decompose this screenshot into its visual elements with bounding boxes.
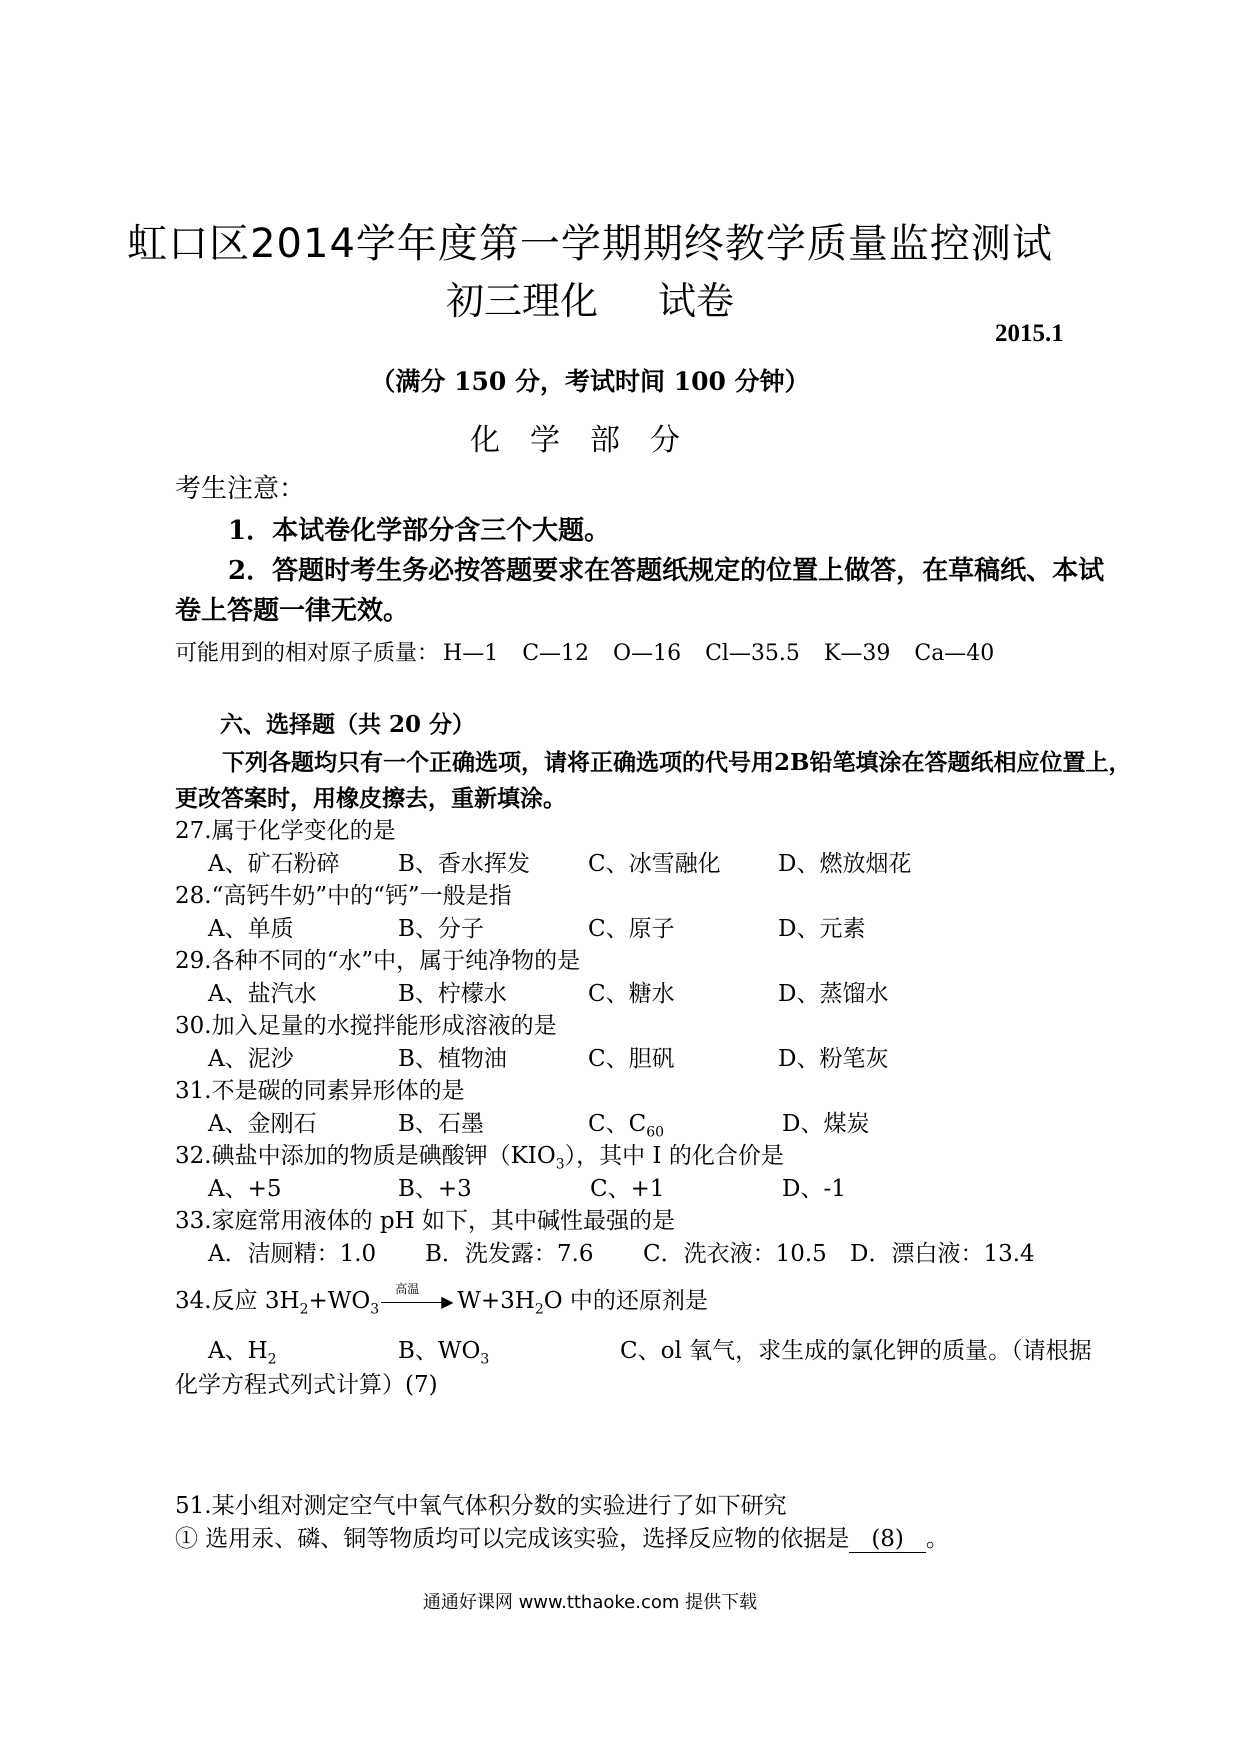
option-c: C．洗衣液：10.5 [643, 1241, 827, 1267]
question-continuation: 化学方程式列式计算）(7) [175, 1372, 438, 1398]
arrow-condition: 高温 [395, 1282, 420, 1296]
atomic-masses [175, 636, 1018, 667]
answer-blank: (8) [849, 1526, 926, 1553]
question-stem: 32.碘盐中添加的物质是碘酸钾$(KIO_3)$，其中 I 的化合价是 [175, 1143, 784, 1173]
option-c: C、$C_{60}$ [588, 1111, 665, 1141]
question-stem: 33.家庭常用液体的 pH 如下，其中碱性最强的是 [175, 1208, 675, 1234]
option-b: B、$WO_3$ [398, 1338, 490, 1368]
section6-heading: 六、选择题（共 20 分） [220, 711, 476, 738]
option-c: C、冰雪融化 [588, 851, 721, 877]
option-b: B、分子 [398, 916, 484, 942]
atomic-mass: K—39 [823, 641, 891, 666]
option-b: B．洗发露：7.6 [425, 1241, 594, 1267]
option-a: A、+5 [208, 1176, 282, 1202]
notice-item-1: 1．本试卷化学部分含三个大题。 [228, 516, 611, 546]
option-a: A．洁厕精：1.0 [208, 1241, 377, 1267]
option-b: B、石墨 [398, 1111, 484, 1137]
option-c: C、胆矾 [588, 1046, 675, 1072]
question-stem: 27.属于化学变化的是 [175, 818, 396, 844]
option-a: A、盐汽水 [208, 981, 317, 1007]
full-mark-note: （满分 150 分，考试时间 100 分钟） [370, 367, 810, 396]
section-title: 化学部分 [470, 423, 710, 458]
option-d: D、粉笔灰 [778, 1046, 889, 1072]
option-a: A、金刚石 [208, 1111, 317, 1137]
question-stem: 29.各种不同的“水”中，属于纯净物的是 [175, 948, 581, 974]
option-a: A、泥沙 [208, 1046, 294, 1072]
page-footer: 通通好课网 www.tthaoke.com 提供下载 [422, 1592, 758, 1613]
exam-title: 虹口区2014学年度第一学期期终教学质量监控测试 [127, 221, 1053, 267]
atomic-mass: O—16 [613, 641, 682, 666]
option-b: B、植物油 [398, 1046, 507, 1072]
question-stem: 30.加入足量的水搅拌能形成溶液的是 [175, 1013, 557, 1039]
option-b: B、柠檬水 [398, 981, 507, 1007]
subtitle-paper: 试卷 [658, 279, 735, 323]
option-c: C、ol 氧气，求生成的氯化钾的质量。（请根据 [620, 1338, 1092, 1364]
atomic-label: 可能用到的相对原子质量： [175, 641, 440, 666]
atomic-mass: H—1 [443, 641, 499, 666]
option-b: B、+3 [398, 1176, 472, 1202]
option-d: D、燃放烟花 [778, 851, 912, 877]
option-a: A、$H_2$ [208, 1338, 277, 1368]
question-stem: 28.“高钙牛奶”中的“钙”一般是指 [175, 883, 512, 909]
reaction-arrow-icon: 高温 ▶ [379, 1292, 457, 1312]
section6-instruction: 下列各题均只有一个正确选项，请将正确选项的代号用2B铅笔填涂在答题纸相应位置上， [222, 749, 1132, 776]
question-stem: 34.反应 $3H_2+WO_3$ 高温 ▶ $W+3H_2O$ 中的还原剂是 [175, 1282, 708, 1318]
option-d: D、-1 [782, 1176, 846, 1202]
option-b: B、香水挥发 [398, 851, 530, 877]
subtitle-subject: 初三理化 [445, 279, 598, 323]
notice-item-2: 2．答题时考生务必按答题要求在答题纸规定的位置上做答，在草稿纸、本试 [228, 556, 1105, 586]
notice-item-2-cont: 卷上答题一律无效。 [175, 596, 410, 626]
atomic-mass: Ca—40 [914, 641, 995, 666]
option-d: D．漂白液：13.4 [850, 1241, 1035, 1267]
option-d: D、蒸馏水 [778, 981, 889, 1007]
exam-subtitle [0, 270, 1180, 325]
option-c: C、+1 [590, 1176, 665, 1202]
notice-heading: 考生注意： [175, 474, 306, 504]
section6-instruction-cont: 更改答案时，用橡皮擦去，重新填涂。 [175, 785, 566, 812]
question-stem: 51.某小组对测定空气中氧气体积分数的实验进行了如下研究 [175, 1493, 787, 1519]
option-d: D、煤炭 [782, 1111, 870, 1137]
option-c: C、糖水 [588, 981, 675, 1007]
option-a: A、矿石粉碎 [208, 851, 340, 877]
atomic-mass: C—12 [522, 641, 590, 666]
question-item: ① 选用汞、磷、铜等物质均可以完成该实验，选择反应物的依据是 (8) 。 [175, 1526, 949, 1552]
atomic-mass: Cl—35.5 [705, 641, 800, 666]
question-stem: 31.不是碳的同素异形体的是 [175, 1078, 465, 1104]
option-a: A、单质 [208, 916, 294, 942]
option-d: D、元素 [778, 916, 866, 942]
exam-date: 2015.1 [995, 320, 1064, 347]
option-c: C、原子 [588, 916, 675, 942]
